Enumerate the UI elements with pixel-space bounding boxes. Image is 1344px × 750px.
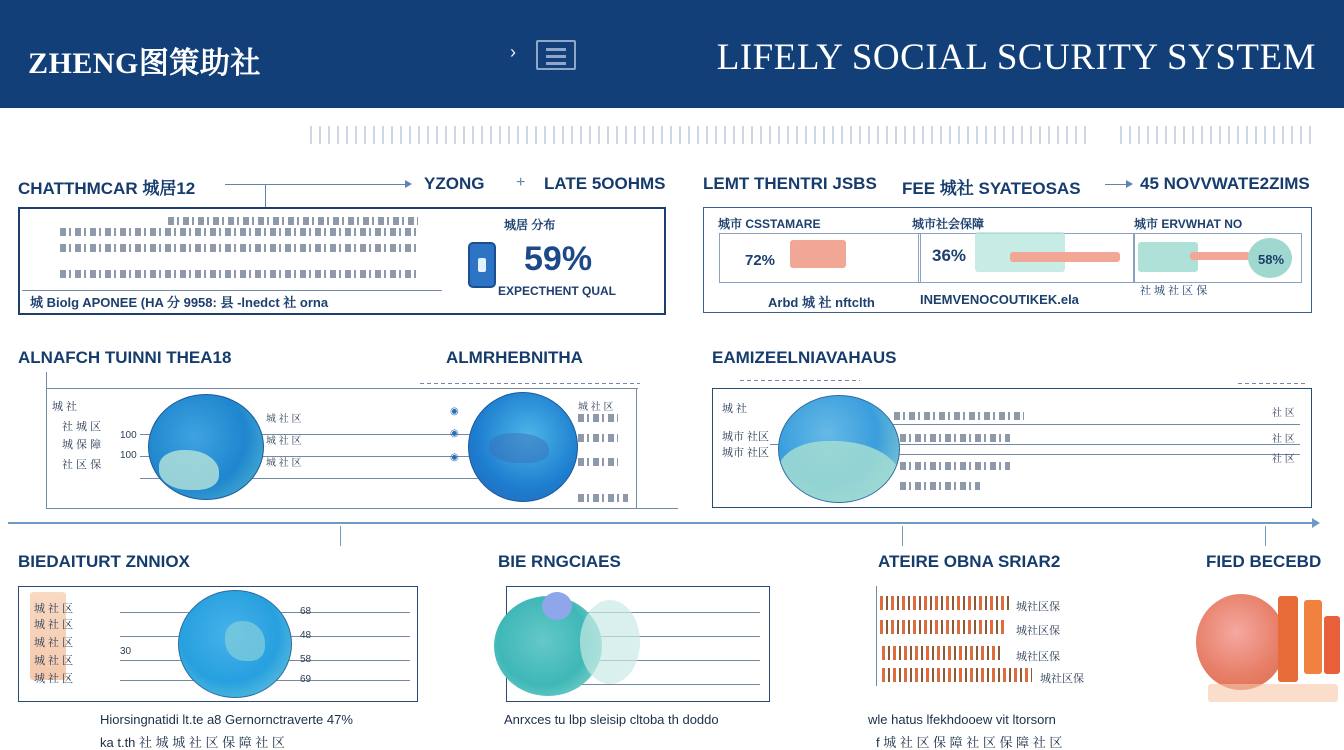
row-value: 社 区 — [1272, 408, 1295, 419]
timeline-tick — [1265, 526, 1266, 546]
bar-fill — [1138, 242, 1198, 272]
bar-strip — [880, 596, 1010, 610]
marker-icon: ◉ — [450, 406, 459, 417]
section-label: 45 NOVVWATE2ZIMS — [1140, 174, 1310, 193]
accent-block — [1208, 684, 1338, 702]
row-label: 城 社 区 — [34, 619, 74, 631]
stat-caption: EXPECTHENT QUAL — [498, 284, 617, 298]
marker-icon: ◉ — [450, 452, 459, 463]
col-heading: 城市 ERVWHAT NO — [1134, 217, 1243, 231]
row-label: 社 区 保 — [62, 459, 102, 471]
caption-text: Anrxces tu lbp sleisip cltoba th doddo — [504, 712, 719, 727]
section-label: BIEDAITURT ZNNIOX — [18, 552, 190, 571]
text-line — [894, 412, 1024, 420]
section-label: ATEIRE OBNA SRIAR2 — [878, 552, 1061, 571]
row-label: 城社区保 — [1016, 625, 1060, 637]
stat-value: 36% — [932, 246, 967, 265]
divider — [22, 290, 442, 291]
card-footer-text: INEMVENOCOUTIKEK.ela — [920, 292, 1079, 307]
row-label: 城 社 区 — [34, 655, 74, 667]
row-value: 100 — [120, 450, 137, 461]
text-line — [578, 458, 618, 466]
timeline-axis — [8, 522, 1314, 524]
bar-fill — [1324, 616, 1340, 674]
section-label: YZONG — [424, 174, 485, 193]
row-value: 30 — [120, 646, 132, 657]
decorative-tick-row — [1120, 126, 1315, 144]
row-line — [890, 454, 1300, 455]
bar-fill — [1278, 596, 1298, 682]
section-label: FIED BECEBD — [1206, 552, 1322, 571]
vertical-rule — [46, 372, 47, 508]
col-heading: 城市社会保障 — [912, 217, 985, 231]
row-value: 社 区 — [1272, 434, 1295, 445]
vertical-rule — [636, 388, 637, 508]
section-label: FEE 城社 SYATEOSAS — [902, 179, 1081, 198]
row-label: 城社区保 — [1016, 601, 1060, 613]
row-value: 69 — [300, 674, 312, 685]
stat-value: 72% — [745, 252, 776, 269]
row-value: 社 区 — [1272, 454, 1295, 465]
decorative-tick-row — [310, 126, 1090, 144]
row-label: 城市 社区 — [722, 431, 770, 443]
divider — [1238, 383, 1308, 384]
text-line — [578, 414, 618, 422]
row-value: 48 — [300, 630, 312, 641]
card-footer-text: 城 Biolg APONEE (HA 分 9958: 县 -lnedct 社 orna — [30, 295, 329, 310]
section-label: LEMT THENTRI JSBS — [703, 174, 877, 193]
row-value: 城 社 区 — [266, 414, 302, 425]
row-label: 城 社 — [52, 401, 78, 413]
timeline-tick — [340, 526, 341, 546]
page-title: LIFELY SOCIAL SCURITY SYSTEM — [716, 37, 1316, 78]
text-line — [900, 462, 1010, 470]
divider — [740, 380, 860, 381]
row-label: 城社区保 — [1040, 673, 1084, 685]
divider — [46, 388, 638, 389]
section-label: BIE RNGCIAES — [498, 552, 621, 571]
header-bar — [0, 0, 1344, 108]
divider — [46, 508, 678, 509]
accent-globe — [1196, 594, 1286, 690]
timeline-tick — [902, 526, 903, 546]
row-label: 城 社 区 — [34, 603, 74, 615]
bar-fill — [1304, 600, 1322, 674]
row-value: 100 — [120, 430, 137, 441]
row-value: 城 社 区 — [266, 458, 302, 469]
caption-text: Hiorsingnatidi lt.te a8 Gernornctraverte 47% — [100, 712, 353, 727]
accent-dot — [542, 592, 572, 620]
row-value: 城 社 区 — [266, 436, 302, 447]
plus-icon: + — [516, 174, 526, 191]
connector-arrow — [225, 184, 410, 185]
card-footer-text: Arbd 城 社 nftclth — [768, 295, 875, 310]
row-label: 城 保 障 — [62, 439, 102, 451]
stat-heading: 城居 分布 — [504, 218, 556, 232]
text-line — [60, 244, 420, 252]
row-label: 城市 社区 — [722, 447, 770, 459]
caption-text: f 城 社 区 保 障 社 区 保 障 社 区 — [876, 735, 1063, 750]
row-value: 城 社 区 — [578, 402, 614, 413]
logo-icon — [536, 40, 576, 70]
row-value: 58 — [300, 654, 312, 665]
brand-title: ZHENG图策助社 — [28, 47, 261, 80]
bar-fill — [790, 240, 846, 268]
bar-strip — [882, 646, 1002, 660]
globe-chart — [178, 590, 292, 698]
divider — [420, 383, 640, 384]
row-value: 68 — [300, 606, 312, 617]
row-label: 社 城 区 — [62, 421, 102, 433]
text-line — [900, 482, 980, 490]
bar-fill — [1010, 252, 1120, 262]
caption-text: wle hatus lfekhdooew vit ltorsorn — [868, 712, 1056, 727]
connector-arrow — [1105, 184, 1131, 185]
globe-chart — [468, 392, 578, 502]
section-label: ALNAFCH TUINNI THEA18 — [18, 348, 232, 367]
bar-fill — [1190, 252, 1250, 260]
marker-icon: ◉ — [450, 428, 459, 439]
col-heading: 城市 CSSTAMARE — [718, 217, 821, 231]
accent-shape — [580, 600, 640, 684]
text-line — [900, 434, 1010, 442]
text-line — [578, 494, 628, 502]
text-line — [60, 228, 420, 236]
globe-chart — [778, 395, 900, 503]
phone-icon — [468, 242, 496, 288]
row-label: 城 社 区 — [34, 673, 74, 685]
bar-strip — [880, 620, 1004, 634]
stat-value: 58% — [1258, 252, 1285, 267]
caption-text: ka t.th 社 城 城 社 区 保 障 社 区 — [100, 735, 285, 750]
chevron-right-icon: › — [510, 42, 516, 62]
row-label: 城社区保 — [1016, 651, 1060, 663]
row-note: 社 城 社 区 保 — [1140, 285, 1208, 297]
row-line — [890, 424, 1300, 425]
row-label: 城 社 区 — [34, 637, 74, 649]
connector-stem — [265, 184, 266, 208]
text-line — [578, 434, 618, 442]
globe-chart — [148, 394, 264, 500]
text-line — [168, 217, 418, 225]
text-line — [60, 270, 420, 278]
section-label: EAMIZEELNIAVAHAUS — [712, 348, 897, 367]
section-label: ALMRHEBNITHA — [446, 348, 583, 367]
stat-value: 59% — [524, 240, 593, 278]
section-label: CHATTHMCAR 城居12 — [18, 179, 196, 198]
vertical-rule — [876, 586, 877, 686]
bar-strip — [882, 668, 1032, 682]
row-label: 城 社 — [722, 403, 748, 415]
section-label: LATE 5OOHMS — [544, 174, 666, 193]
